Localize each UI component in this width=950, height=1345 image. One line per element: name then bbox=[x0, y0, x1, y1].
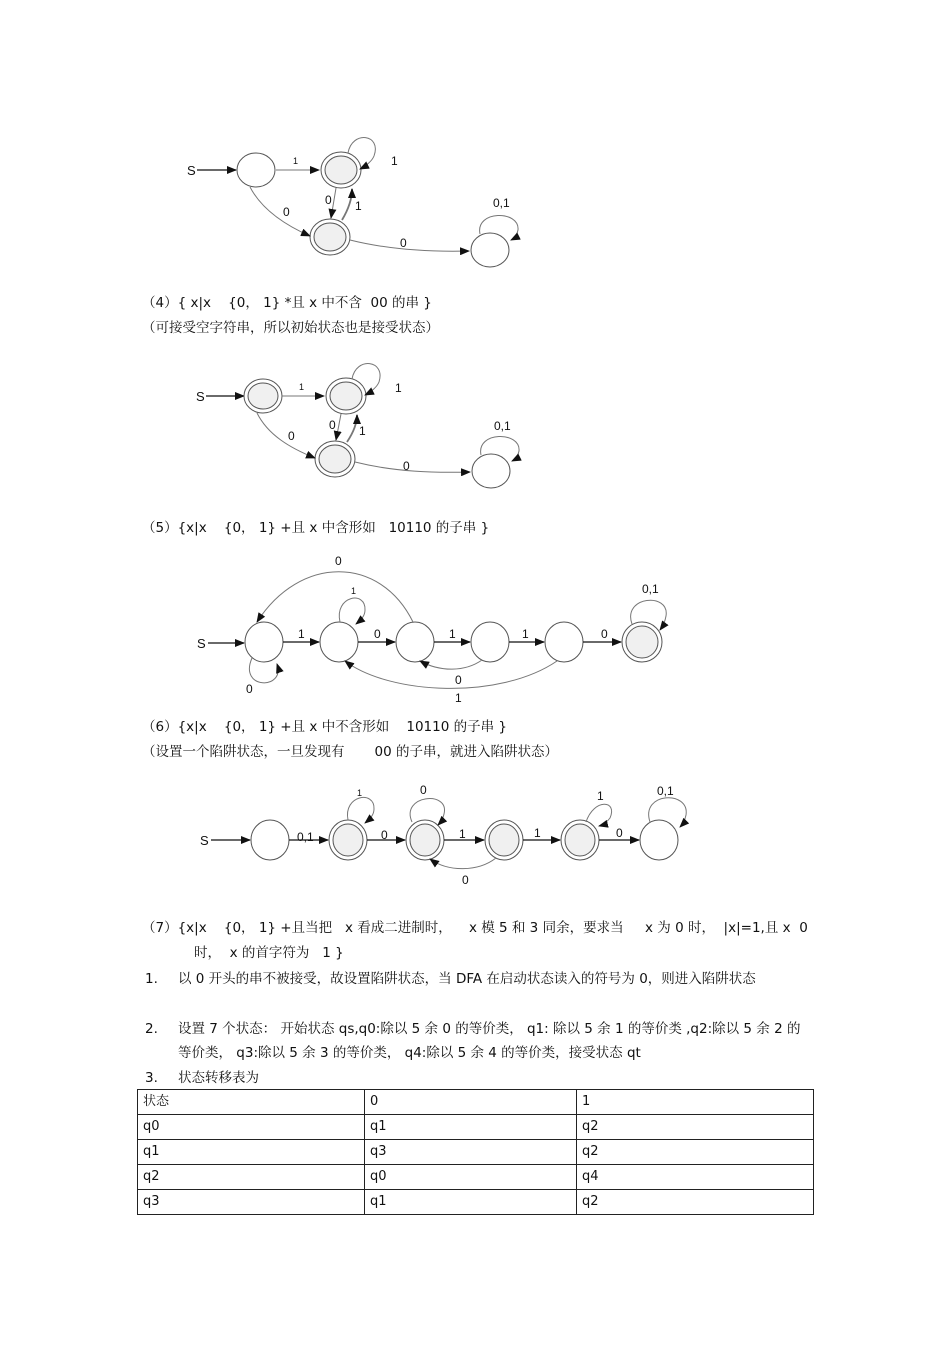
item7-line1: （7）{x|x {0， 1} +且当把 x 看成二进制时， x 模 5 和 3 同余，要求当 x 为 0 时， |x|=1,且 x 0 bbox=[142, 920, 808, 936]
edge-accept1-accept2 bbox=[336, 414, 341, 440]
edge-label: 1 bbox=[357, 788, 363, 798]
table-header-cell: 0 bbox=[365, 1090, 577, 1115]
item4-note: （可接受空字符串，所以初始状态也是接受状态） bbox=[142, 320, 439, 336]
table-cell: q1 bbox=[365, 1190, 577, 1215]
state-trap bbox=[471, 233, 509, 267]
state-start bbox=[237, 153, 275, 187]
edge-label: 0 bbox=[601, 627, 608, 641]
edge-label: 1 bbox=[522, 627, 529, 641]
edge-s2-s0 bbox=[257, 572, 413, 622]
edge-start-accept2 bbox=[257, 413, 315, 458]
edge-label: 0 bbox=[325, 193, 332, 207]
edge-label: 1 bbox=[355, 199, 362, 213]
start-label: S bbox=[187, 163, 196, 178]
item7-line2: 时， x 的首字符为 1 } bbox=[194, 945, 344, 961]
edge-label: 0 bbox=[374, 627, 381, 641]
table-header-row bbox=[138, 1090, 814, 1115]
table-cell: q0 bbox=[138, 1115, 365, 1140]
edge-label: 0 bbox=[381, 828, 388, 842]
paragraph-3 bbox=[145, 1066, 813, 1090]
table-cell: q1 bbox=[138, 1140, 365, 1165]
edge-label: 1 bbox=[293, 156, 299, 166]
edge-accept2-accept1 bbox=[342, 189, 352, 220]
paragraph-text: 状态转移表为 bbox=[178, 1070, 259, 1086]
start-label: S bbox=[196, 389, 205, 404]
state-s1 bbox=[320, 622, 358, 662]
dfa-diagram-3 bbox=[0, 548, 950, 708]
edge-label: 0 bbox=[400, 236, 407, 250]
edge-label: 0 bbox=[616, 826, 623, 840]
edge-label: 0 bbox=[462, 873, 469, 887]
edge-label: 1 bbox=[597, 789, 604, 803]
state-s3 bbox=[471, 622, 509, 662]
state-transition-table bbox=[137, 1089, 814, 1215]
edge-label: 1 bbox=[298, 627, 305, 641]
table-cell: q3 bbox=[138, 1190, 365, 1215]
start-label: S bbox=[200, 833, 209, 848]
start-label: S bbox=[197, 636, 206, 651]
edge-start-accept2 bbox=[250, 187, 310, 236]
paragraph-2 bbox=[145, 1017, 813, 1065]
edge-label: 0,1 bbox=[494, 419, 511, 433]
dfa-diagram-4 bbox=[0, 775, 950, 895]
paragraph-text: 设置 7 个状态： 开始状态 qs,q0:除以 5 余 0 的等价类， q1: 除以 5 余 1 的等价类 ,q2:除以 5 余 2 的等价类， q3:除以 5 余 3 的等价类， q4:除以 5 余 4 的等价类，接受状态 qt bbox=[178, 1021, 801, 1061]
edge-label: 0,1 bbox=[297, 830, 314, 844]
edge-label: 1 bbox=[455, 691, 462, 705]
item4-title: （4）{ x|x {0， 1} *且 x 中不含 00 的串 } bbox=[142, 295, 432, 311]
edge-accept2-trap bbox=[355, 462, 470, 472]
edge-label: 1 bbox=[391, 154, 398, 168]
edge-accept2-accept1 bbox=[347, 415, 357, 442]
table-header-cell: 1 bbox=[577, 1090, 814, 1115]
table-header-cell: 状态 bbox=[138, 1090, 365, 1115]
state-trap bbox=[472, 454, 510, 488]
edge-label: 0,1 bbox=[657, 784, 674, 798]
edge-q1-loop bbox=[347, 797, 374, 823]
state-trap bbox=[640, 820, 678, 860]
table-row bbox=[138, 1190, 814, 1215]
table-row bbox=[138, 1140, 814, 1165]
table-cell: q2 bbox=[577, 1115, 814, 1140]
edge-label: 1 bbox=[351, 586, 357, 596]
paragraph-text: 以 0 开头的串不被接受，故设置陷阱状态，当 DFA 在启动状态读入的符号为 0，则进入陷阱状态 bbox=[178, 971, 756, 987]
edge-label: 1 bbox=[299, 382, 305, 392]
item6-note: （设置一个陷阱状态，一旦发现有 00 的子串，就进入陷阱状态） bbox=[142, 744, 559, 760]
dfa-diagram-2 bbox=[0, 350, 950, 505]
table-cell: q2 bbox=[577, 1190, 814, 1215]
edge-label: 0 bbox=[420, 783, 427, 797]
edge-label: 0 bbox=[455, 673, 462, 687]
edge-label: 1 bbox=[359, 424, 366, 438]
table-row bbox=[138, 1165, 814, 1190]
edge-label: 0 bbox=[335, 554, 342, 568]
edge-label: 1 bbox=[459, 827, 466, 841]
edge-label: 0,1 bbox=[642, 582, 659, 596]
table-cell: q4 bbox=[577, 1165, 814, 1190]
state-s2 bbox=[396, 622, 434, 662]
edge-label: 1 bbox=[534, 826, 541, 840]
paragraph-number: 1. bbox=[145, 971, 158, 987]
edge-label: 0 bbox=[288, 429, 295, 443]
state-s0 bbox=[245, 622, 283, 662]
edge-accept1-accept2 bbox=[331, 188, 336, 218]
paragraph-number: 2. bbox=[145, 1021, 158, 1037]
edge-label: 1 bbox=[449, 627, 456, 641]
edge-s1-loop bbox=[339, 598, 365, 624]
edge-q2-q1 bbox=[430, 858, 496, 869]
table-cell: q1 bbox=[365, 1115, 577, 1140]
edge-label: 0 bbox=[329, 418, 336, 432]
paragraph-number: 3. bbox=[145, 1070, 158, 1086]
edge-label: 0 bbox=[283, 205, 290, 219]
state-s4 bbox=[545, 622, 583, 662]
paragraph-1 bbox=[145, 967, 813, 991]
edge-label: 0,1 bbox=[493, 196, 510, 210]
dfa-diagram-1 bbox=[0, 125, 950, 285]
item5-title: （5）{x|x {0， 1} +且 x 中含形如 10110 的子串 } bbox=[142, 520, 490, 536]
edge-label: 0 bbox=[246, 682, 253, 696]
edge-s4-s1 bbox=[345, 661, 557, 688]
edge-accept2-trap bbox=[350, 240, 469, 251]
state-start bbox=[251, 820, 289, 860]
table-row bbox=[138, 1115, 814, 1140]
edge-s3-s2 bbox=[420, 660, 482, 669]
table-cell: q2 bbox=[138, 1165, 365, 1190]
edge-label: 1 bbox=[395, 381, 402, 395]
item6-title: （6）{x|x {0， 1} +且 x 中不含形如 10110 的子串 } bbox=[142, 719, 507, 735]
edge-label: 0 bbox=[403, 459, 410, 473]
table-cell: q3 bbox=[365, 1140, 577, 1165]
table-cell: q2 bbox=[577, 1140, 814, 1165]
table-cell: q0 bbox=[365, 1165, 577, 1190]
